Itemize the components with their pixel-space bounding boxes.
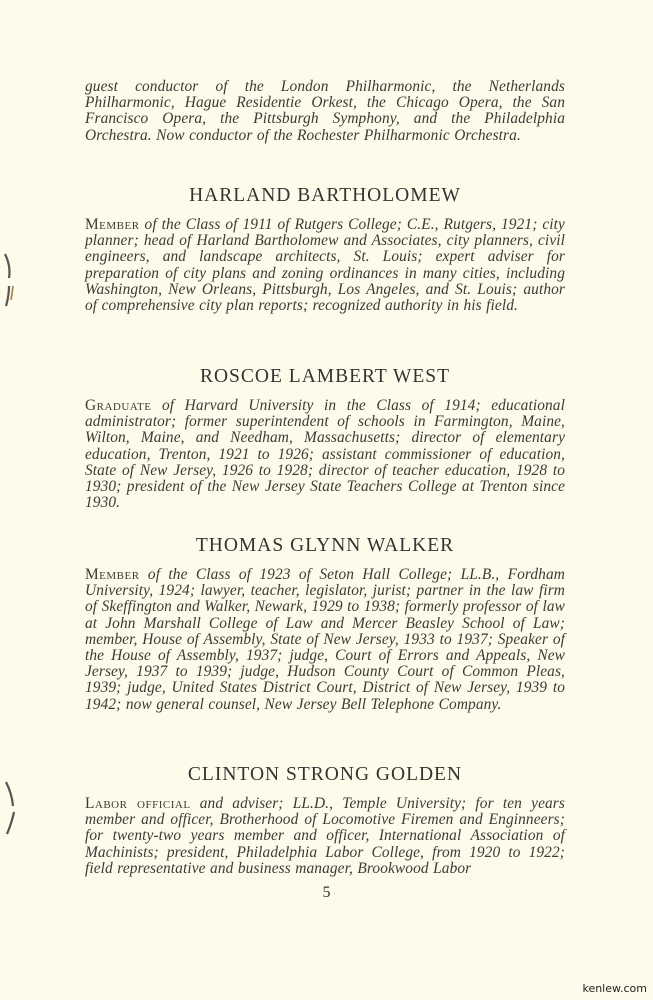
watermark: kenlew.com: [582, 982, 647, 995]
intro-paragraph: guest conductor of the London Philharmonic, the Netherlands Philharmonic, Hague Residentie Orkest, the Chicago Opera, the San Francisco Opera, the Pittsburgh Symphony, and the Philadelphia Orchestra. Now conductor of the Rochester Philharmonic Orchestra.: [85, 78, 565, 144]
entry-name: HARLAND BARTHOLOMEW: [189, 185, 461, 206]
entry-clinton-strong-golden: [85, 765, 565, 877]
entry-bio: [85, 217, 565, 314]
binding-staple-mark-lower: [2, 780, 18, 836]
entry-body: and adviser; LL.D., Temple University; for ten years member and officer, Brotherhood of Locomotive Firemen and Enginneers; for twenty-two years member and officer, International Association of Machinists; president, Philadelphia Labor College, from 1920 to 1922; field representative and business manager, Brookwood Labor: [85, 795, 565, 877]
entry-bio: [85, 398, 565, 511]
entry-name: THOMAS GLYNN WALKER: [195, 535, 455, 556]
entry-harland-bartholomew: [85, 186, 565, 314]
entry-name: ROSCOE LAMBERT WEST: [199, 366, 451, 387]
entry-body: of the Class of 1923 of Seton Hall College; LL.B., Fordham University, 1924; lawyer, teacher, legislator, jurist; partner in the law firm of Skeffington and Walker, Newark, 1929 to 1938; formerly professor of law at John Marshall College of Law and Mercer Beasley School of Law; member, House of Assembly, State of New Jersey, 1933 to 1937; Speaker of the House of Assembly, 1937; judge, Court of Errors and Appeals, New Jersey, 1937 to 1939; judge, Hudson County Court of Common Pleas, 1939; judge, United States District Court, District of New Jersey, 1939 to 1942; now general counsel, New Jersey Bell Telephone Company.: [85, 566, 565, 713]
entry-lead: Labor official: [85, 795, 191, 812]
entry-name: CLINTON STRONG GOLDEN: [187, 764, 463, 785]
entry-bio: [85, 796, 565, 877]
binding-staple-mark-upper: [2, 252, 18, 308]
entry-bio: [85, 567, 565, 713]
entry-body: of the Class of 1911 of Rutgers College; C.E., Rutgers, 1921; city planner; head of Harland Bartholomew and Associates, city planners, civil engineers, and landscape architects, St. Louis; expert adviser for preparation of city plans and zoning ordinances in many cities, including Washington, New Orleans, Pittsburgh, Los Angeles, and St. Louis; author of comprehensive city plan reports; recognized authority in his field.: [85, 216, 565, 315]
entry-lead: Member: [85, 566, 140, 583]
entry-body: of Harvard University in the Class of 1914; educational administrator; former superintendent of schools in Farmington, Maine, Wilton, Maine, and Needham, Massachusetts; director of elementary education, Trenton, 1921 to 1926; assistant commissioner of education, State of New Jersey, 1926 to 1928; director of teacher education, 1928 to 1930; president of the New Jersey State Teachers College at Trenton since 1930.: [85, 397, 565, 512]
entry-lead: Graduate: [85, 397, 152, 414]
entry-lead: Member: [85, 216, 140, 233]
entry-thomas-glynn-walker: [85, 536, 565, 713]
page-number: 5: [322, 884, 331, 901]
entry-roscoe-lambert-west: [85, 367, 565, 511]
